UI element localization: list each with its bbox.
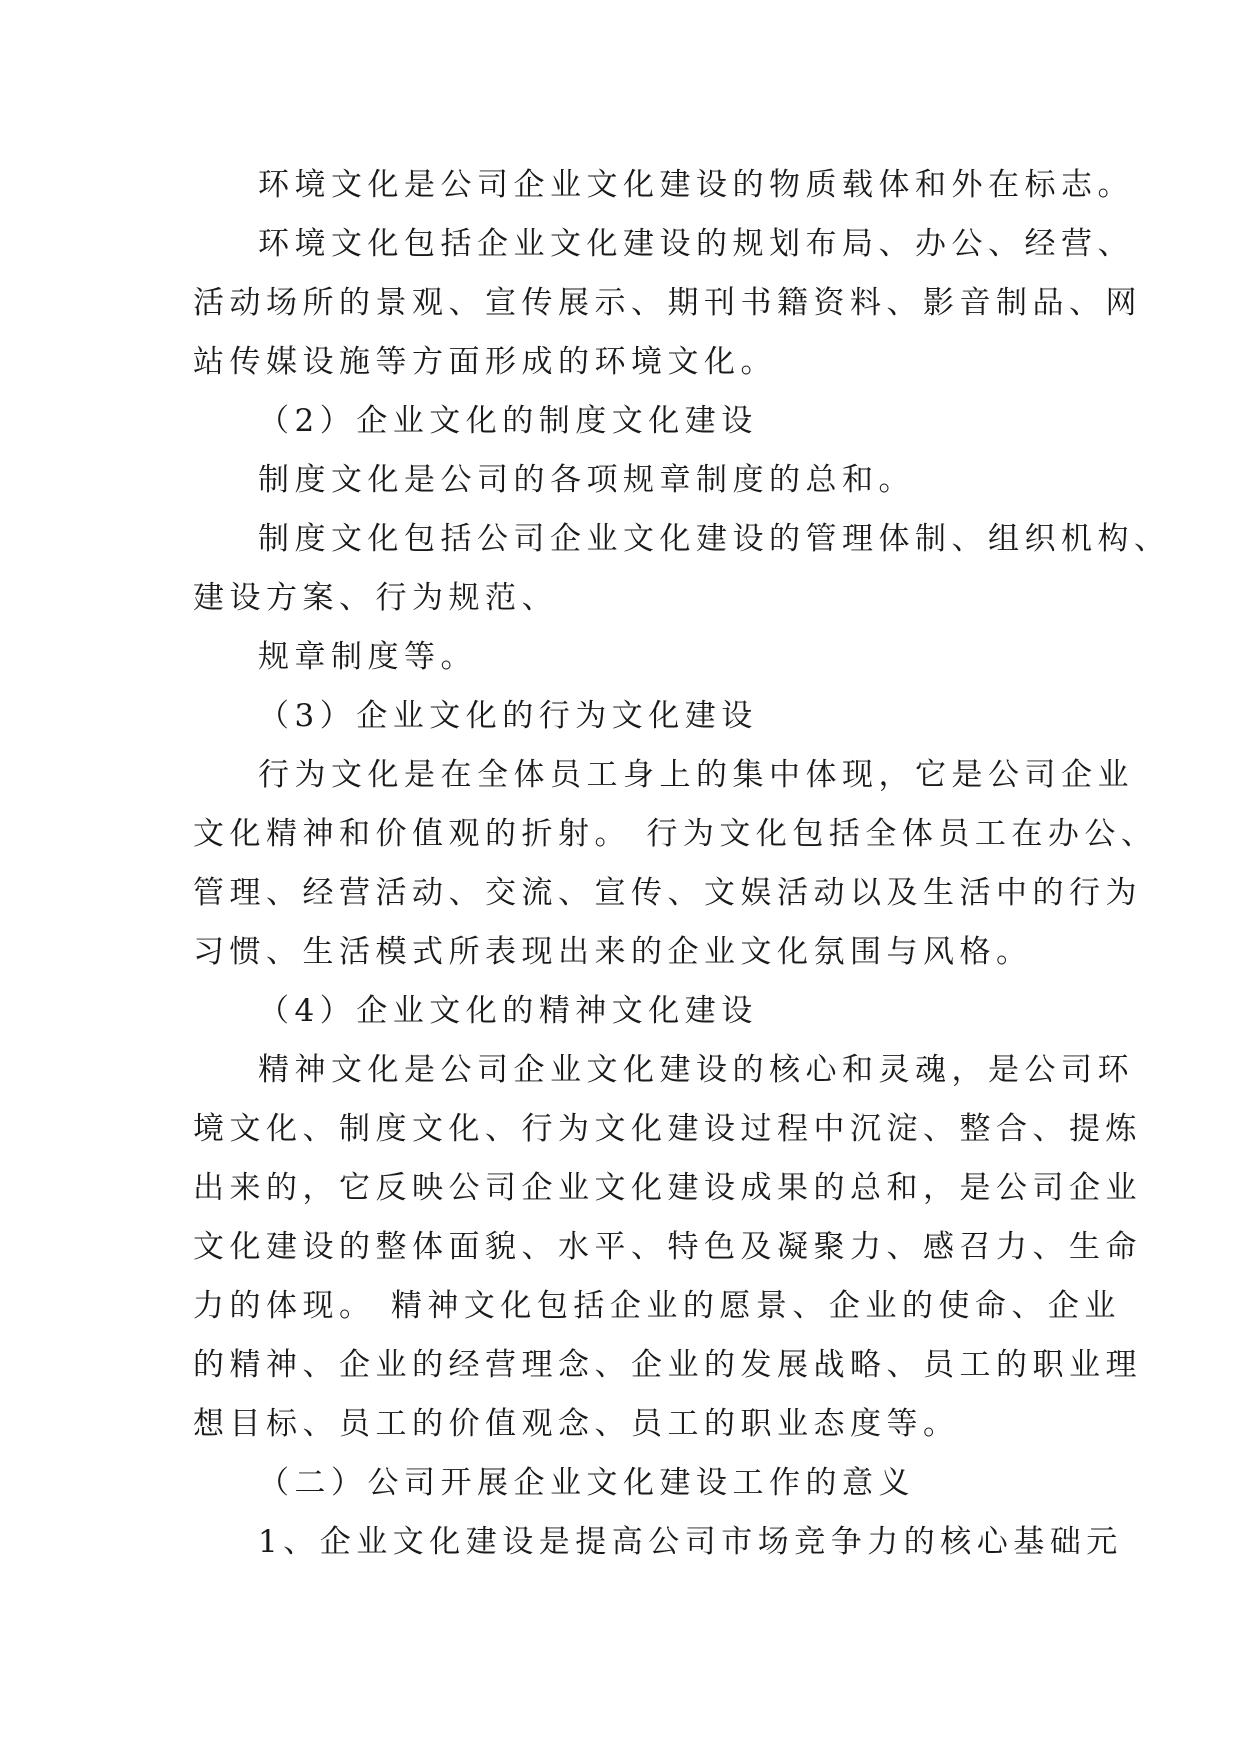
paragraph-line: 制度文化是公司的各项规章制度的总和。 xyxy=(258,462,915,498)
paragraph-line: 环境文化包括企业文化建设的规划布局、办公、经营、 xyxy=(258,226,1134,262)
paragraph-line: 文化精神和价值观的折射。 行为文化包括全体员工在办公、 xyxy=(193,816,1158,852)
paragraph-line: 活动场所的景观、宣传展示、期刊书籍资料、影音制品、网 xyxy=(193,285,1142,321)
paragraph-line: 习惯、生活模式所表现出来的企业文化氛围与风格。 xyxy=(193,934,1033,970)
paragraph-line: 制度文化包括公司企业文化建设的管理体制、组织机构、 xyxy=(258,521,1171,557)
paragraph-line: 精神文化是公司企业文化建设的核心和灵魂，是公司环 xyxy=(258,1052,1134,1088)
section-heading: （2）企业文化的制度文化建设 xyxy=(258,403,758,439)
paragraph-line: 行为文化是在全体员工身上的集中体现，它是公司企业 xyxy=(258,757,1134,793)
paragraph-line: 站传媒设施等方面形成的环境文化。 xyxy=(193,344,777,380)
paragraph-line: 建设方案、行为规范、 xyxy=(193,580,558,616)
paragraph-line: 环境文化是公司企业文化建设的物质载体和外在标志。 xyxy=(258,167,1134,203)
paragraph-line: 规章制度等。 xyxy=(258,639,477,675)
paragraph-line: 境文化、制度文化、行为文化建设过程中沉淀、整合、提炼 xyxy=(193,1111,1142,1147)
paragraph-line: 文化建设的整体面貌、水平、特色及凝聚力、感召力、生命 xyxy=(193,1229,1142,1265)
paragraph-line: 的精神、企业的经营理念、企业的发展战略、员工的职业理 xyxy=(193,1347,1142,1383)
paragraph-line: 想目标、员工的价值观念、员工的职业态度等。 xyxy=(193,1406,960,1442)
section-heading: （3）企业文化的行为文化建设 xyxy=(258,698,758,734)
section-heading: （4）企业文化的精神文化建设 xyxy=(258,993,758,1029)
paragraph-line: 力的体现。 精神文化包括企业的愿景、企业的使命、企业 xyxy=(193,1288,1121,1324)
paragraph-line: 管理、经营活动、交流、宣传、文娱活动以及生活中的行为 xyxy=(193,875,1142,911)
paragraph-line: 1、企业文化建设是提高公司市场竞争力的核心基础元 xyxy=(258,1524,1123,1560)
paragraph-line: 出来的，它反映公司企业文化建设成果的总和，是公司企业 xyxy=(193,1170,1142,1206)
section-heading: （二）公司开展企业文化建设工作的意义 xyxy=(258,1465,915,1501)
